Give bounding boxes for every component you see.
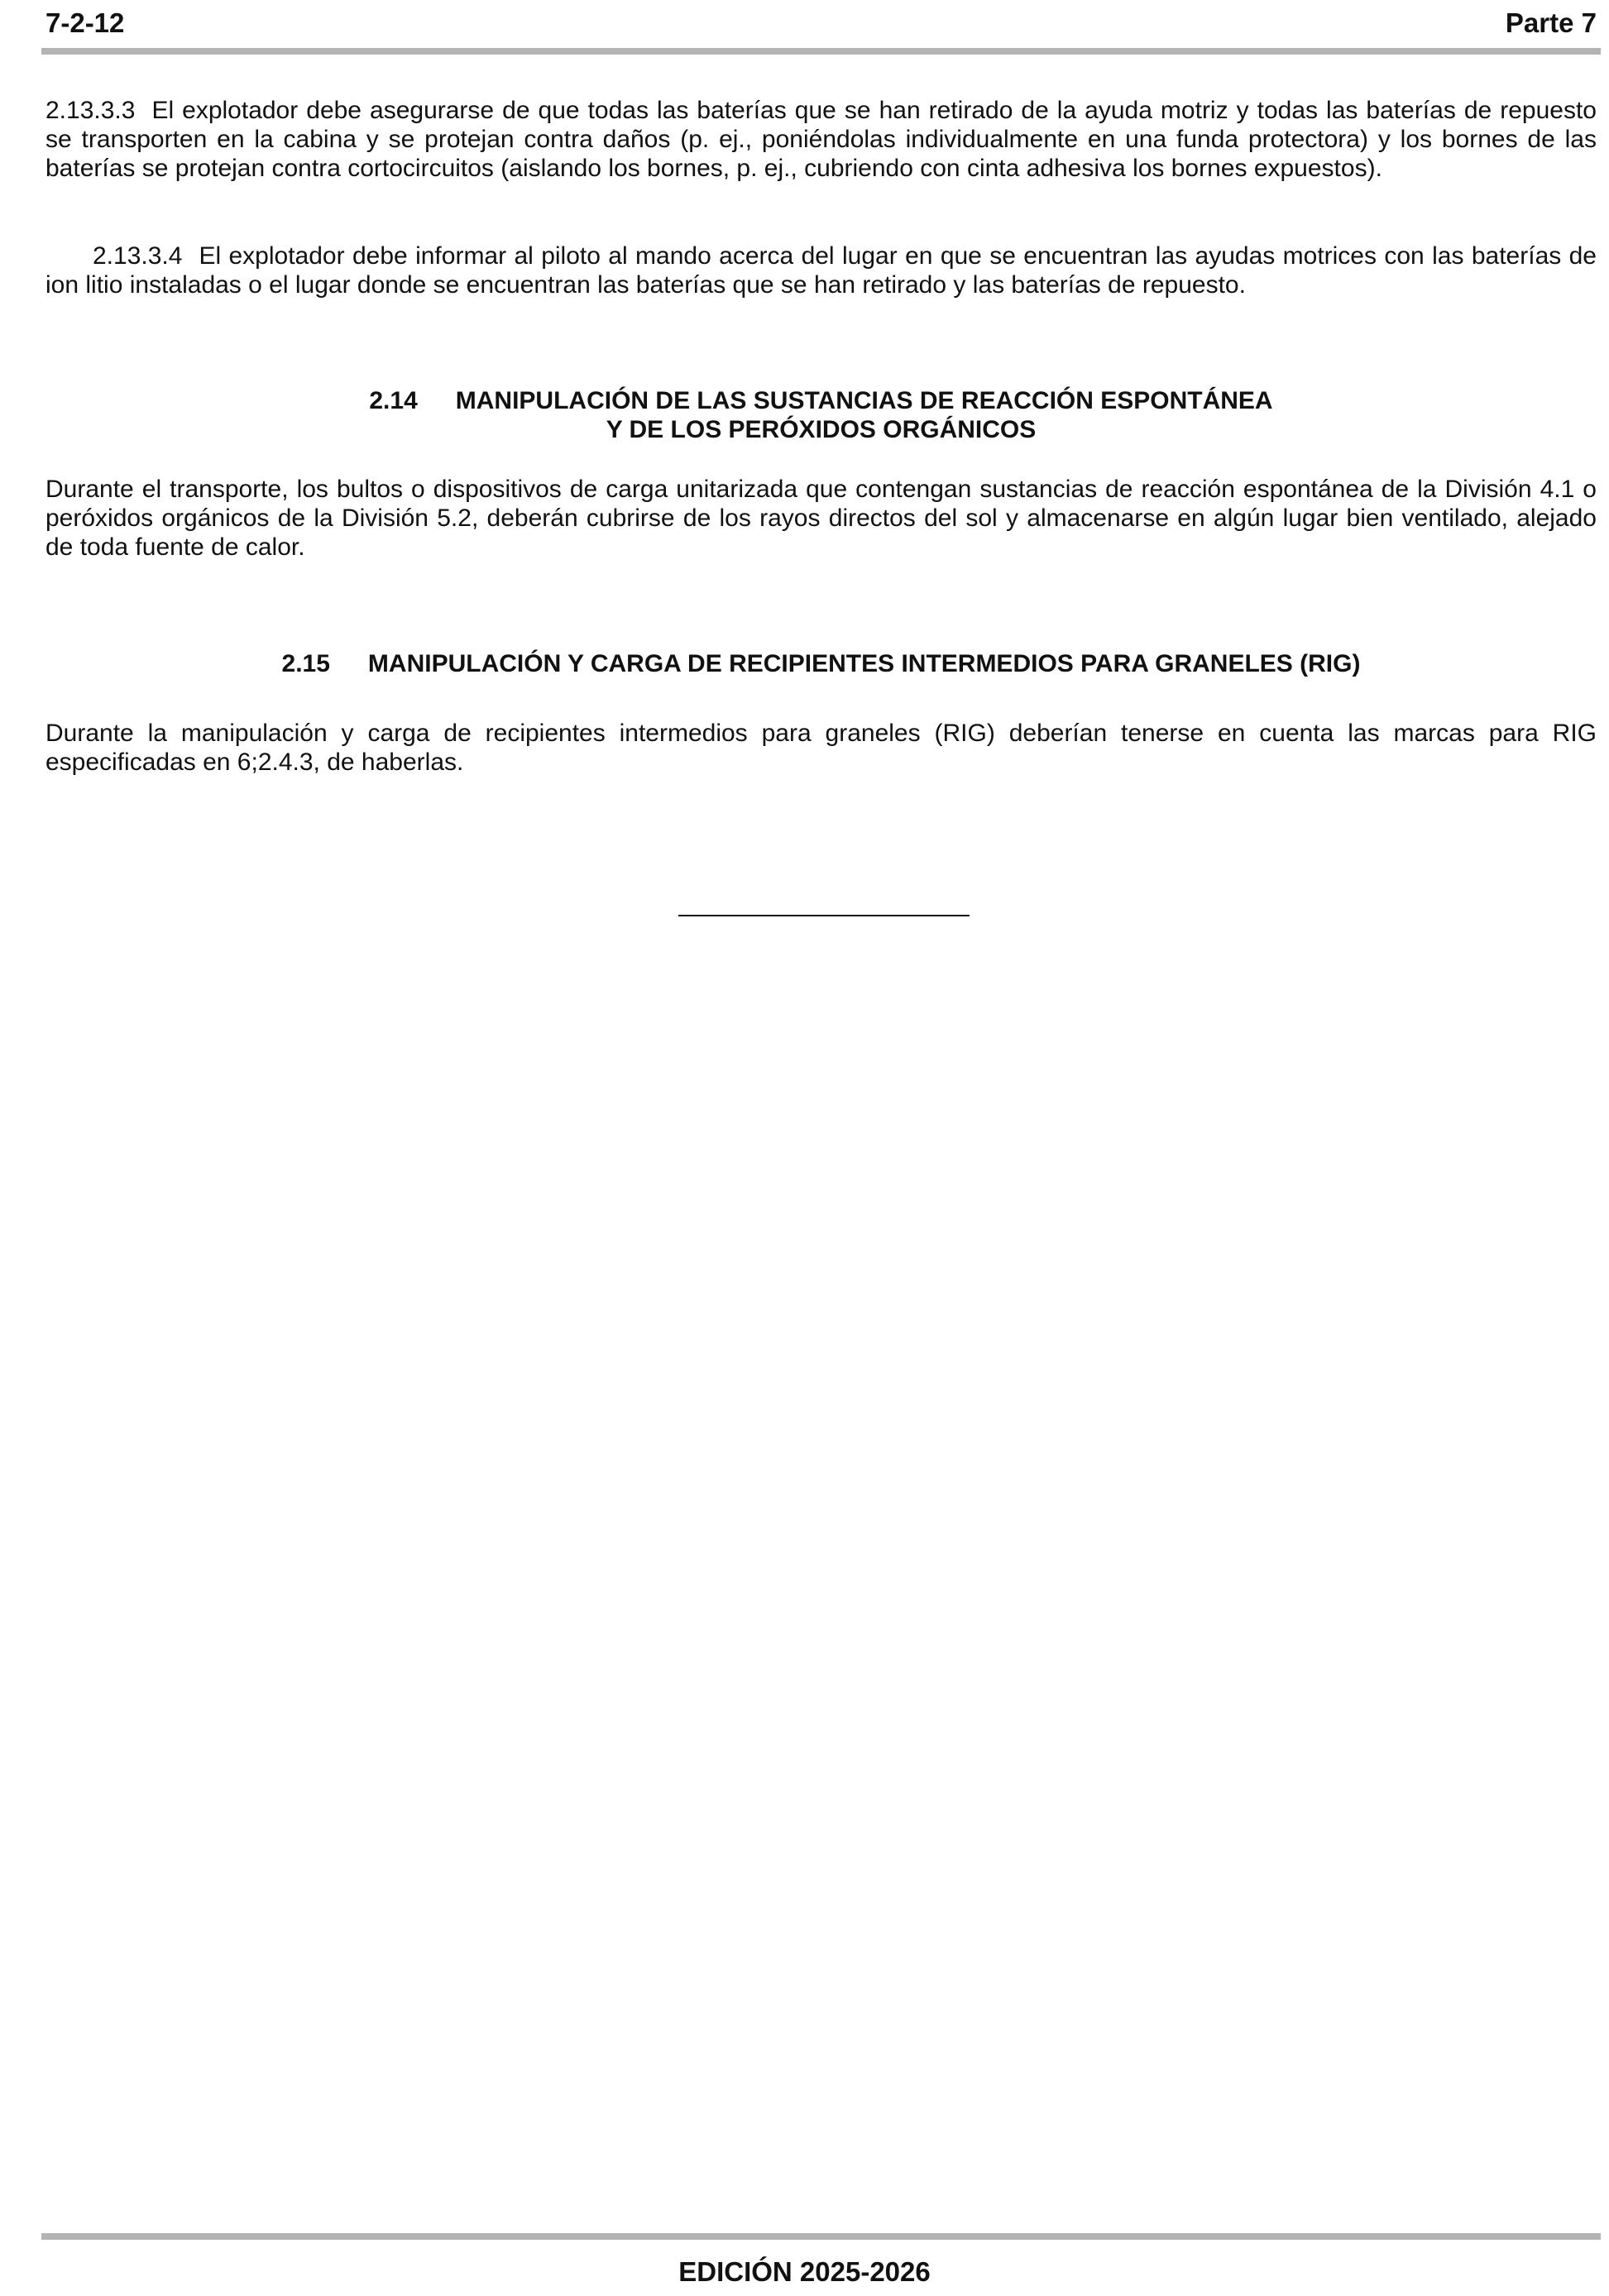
paragraph-2-13-3-3 (45, 96, 1597, 183)
section-number: 2.14 (369, 387, 418, 414)
footer-divider (41, 2233, 1601, 2240)
page-reference: 7-2-12 (45, 7, 125, 38)
part-label: Parte 7 (1505, 7, 1597, 38)
section-number: 2.15 (281, 650, 330, 677)
header-divider (41, 48, 1601, 55)
edition-footer: EDICIÓN 2025-2026 (678, 2256, 931, 2287)
section-heading-line-1 (45, 386, 1597, 415)
section-heading-2-15 (45, 649, 1597, 678)
paragraph-2-13-3-4 (45, 242, 1597, 299)
section-title-line-1: MANIPULACIÓN DE LAS SUSTANCIAS DE REACCIÓN ESPONTÁNEA (455, 387, 1273, 414)
section-2-14-body: Durante el transporte, los bultos o dispositivos de carga unitarizada que contengan sustancias de reacción espontánea de la División 4.1 o peróxidos orgánicos de la División 5.2, deberán cubrirse de los rayos directos del sol y almacenarse en algún lugar bien ventilado, alejado de toda fuente de calor. (45, 476, 1597, 561)
end-of-text-rule (678, 915, 970, 916)
paragraph-number: 2.13.3.3 (45, 97, 136, 124)
paragraph-text: El explotador debe informar al piloto al mando acerca del lugar en que se encuentran las ayudas motrices con las baterías de ion litio instaladas o el lugar donde se encuentran las baterías que se han retirado y las baterías de repuesto. (45, 242, 1597, 299)
section-title: MANIPULACIÓN Y CARGA DE RECIPIENTES INTERMEDIOS PARA GRANELES (RIG) (367, 650, 1361, 677)
section-2-15-body: Durante la manipulación y carga de recipientes intermedios para graneles (RIG) deberían tenerse en cuenta las marcas para RIG especificadas en 6;2.4.3, de haberlas. (45, 720, 1597, 776)
paragraph-number: 2.13.3.4 (93, 242, 183, 270)
page-header (45, 5, 1597, 41)
paragraph-text: El explotador debe asegurarse de que todas las baterías que se han retirado de la ayuda motriz y todas las baterías de repuesto se transporten en la cabina y se protejan contra daños (p. ej., poniéndolas individualmente en una funda protectora) y los bornes de las baterías se protejan contra cortocircuitos (aislando los bornes, p. ej., cubriendo con cinta adhesiva los bornes expuestos). (45, 97, 1597, 182)
section-title-line-2: Y DE LOS PERÓXIDOS ORGÁNICOS (606, 416, 1037, 443)
section-heading-2-14 (45, 386, 1597, 444)
